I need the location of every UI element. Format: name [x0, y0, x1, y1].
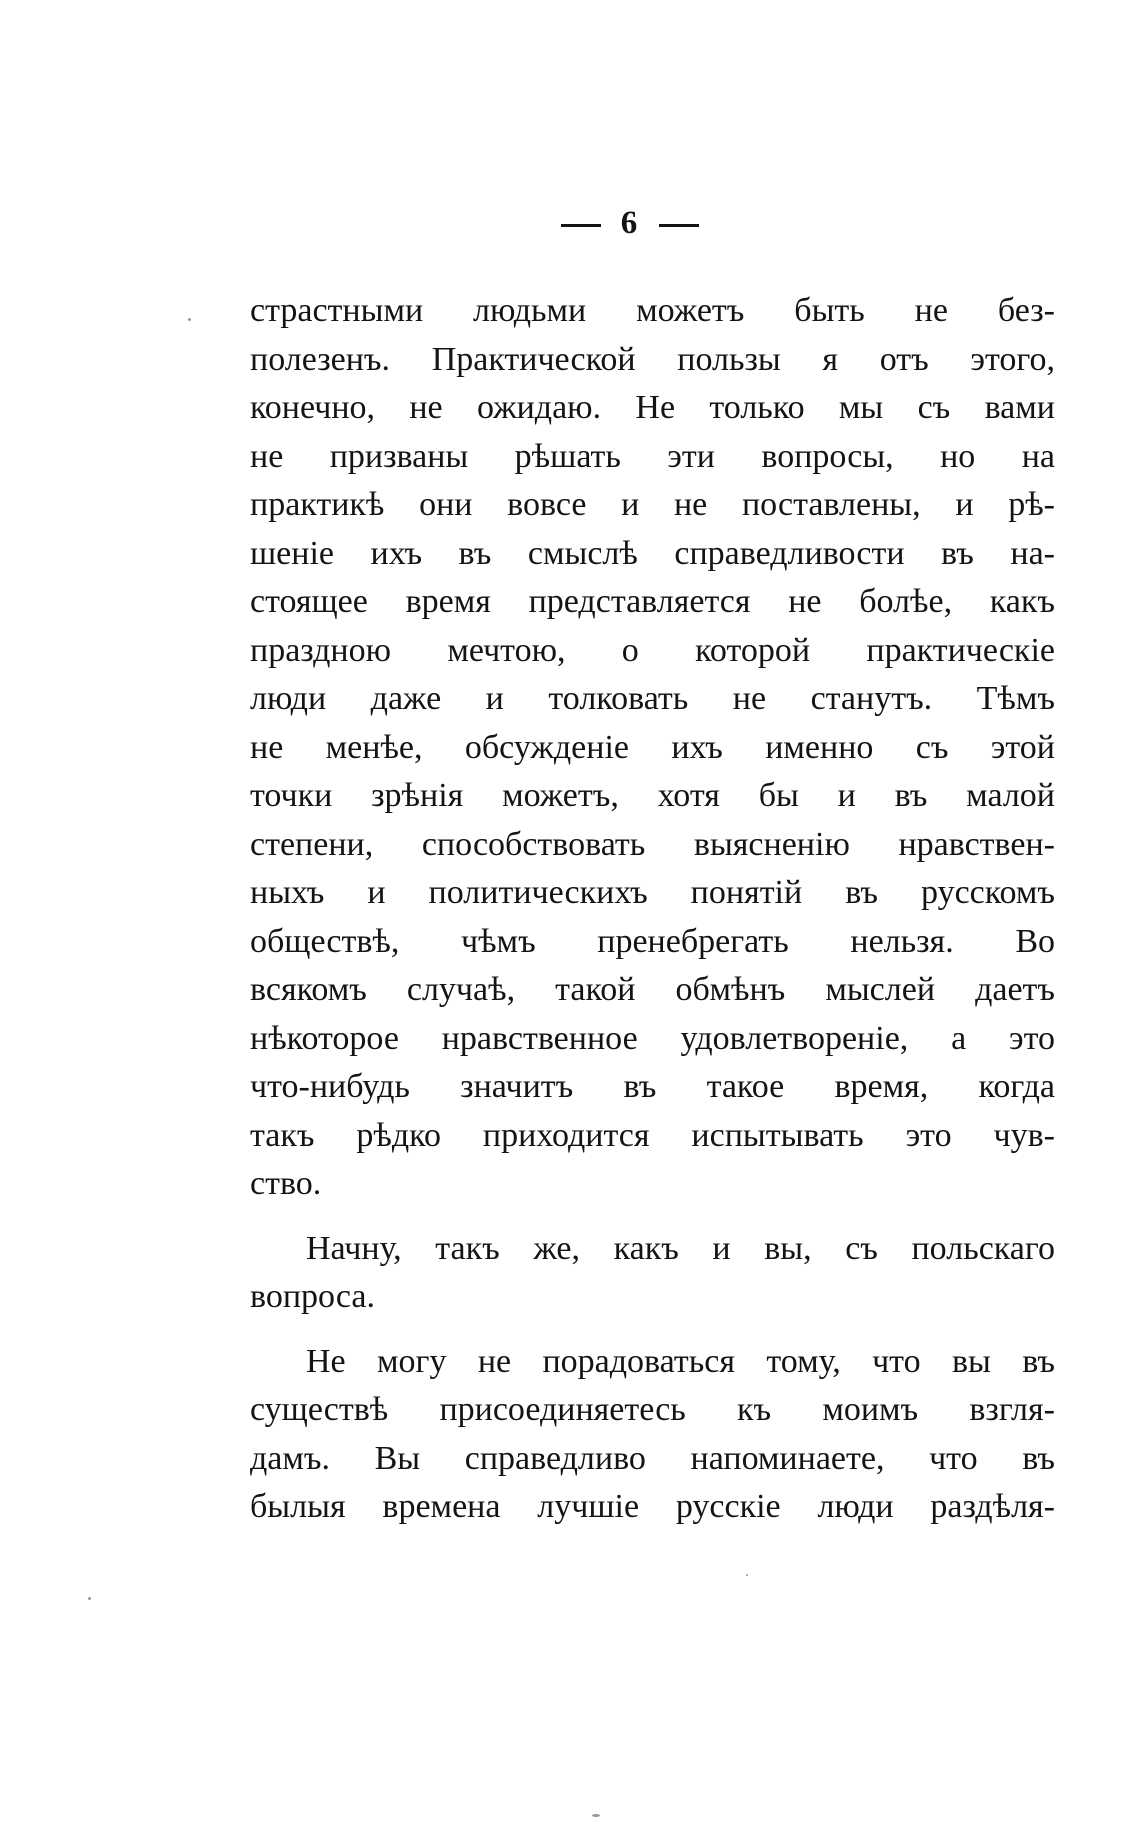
text-line: былыя времена лучшіе русскіе люди раздѣля-: [250, 1488, 1055, 1525]
text-line: обществѣ, чѣмъ пренебрегать нельзя. Во: [250, 922, 1055, 960]
text-line: ство.: [250, 1165, 322, 1202]
text-line: люди даже и толковать не станутъ. Тѣмъ: [250, 680, 1055, 717]
text-line: страстными людьми можетъ быть не без-: [250, 292, 1055, 329]
paragraph-1: [250, 287, 1055, 1209]
text-line: что-нибудь значитъ въ такое время, когда: [250, 1068, 1055, 1105]
text-line: степени, способствовать выясненію нравствен-: [250, 825, 1055, 863]
text-line: практикѣ они вовсе и не поставлены, и рѣ-: [250, 486, 1055, 523]
text-line: дамъ. Вы справедливо напоминаете, что въ: [250, 1439, 1055, 1477]
text-line: Начну, такъ же, какъ и вы, съ польскаго: [306, 1229, 1055, 1267]
body-text: [250, 287, 1055, 1532]
text-line: конечно, не ожидаю. Не только мы съ вами: [250, 389, 1055, 426]
page-number: [0, 205, 1140, 242]
text-line: нѣкоторое нравственное удовлетвореніе, а это: [250, 1019, 1055, 1057]
text-line: всякомъ случаѣ, такой обмѣнъ мыслей даетъ: [250, 971, 1055, 1008]
dash-left: [561, 224, 601, 227]
text-line: точки зрѣнія можетъ, хотя бы и въ малой: [250, 777, 1055, 814]
text-line: стоящее время представляется не болѣе, какъ: [250, 583, 1055, 620]
dash-right: [659, 224, 699, 227]
scan-speck: [746, 1574, 748, 1576]
text-line: не менѣе, обсужденіе ихъ именно съ этой: [250, 728, 1055, 766]
text-line: ныхъ и политическихъ понятій въ русскомъ: [250, 874, 1055, 911]
text-line: существѣ присоединяетесь къ моимъ взгля-: [250, 1391, 1055, 1428]
text-line: вопроса.: [250, 1278, 375, 1315]
text-line: не призваны рѣшать эти вопросы, но на: [250, 437, 1055, 475]
page-number-value: 6: [620, 205, 640, 241]
scan-speck: [592, 1814, 600, 1817]
scan-speck: [88, 1597, 91, 1600]
text-line: шеніе ихъ въ смыслѣ справедливости въ на-: [250, 534, 1055, 572]
text-line: праздною мечтою, о которой практическіе: [250, 631, 1055, 669]
text-line: Не могу не порадоваться тому, что вы въ: [306, 1342, 1055, 1380]
text-line: полезенъ. Практической пользы я отъ этого,: [250, 340, 1055, 378]
text-line: такъ рѣдко приходится испытывать это чув-: [250, 1116, 1055, 1154]
paragraph-3: [250, 1338, 1055, 1532]
scan-speck: [188, 318, 191, 321]
paragraph-2: [250, 1225, 1055, 1322]
